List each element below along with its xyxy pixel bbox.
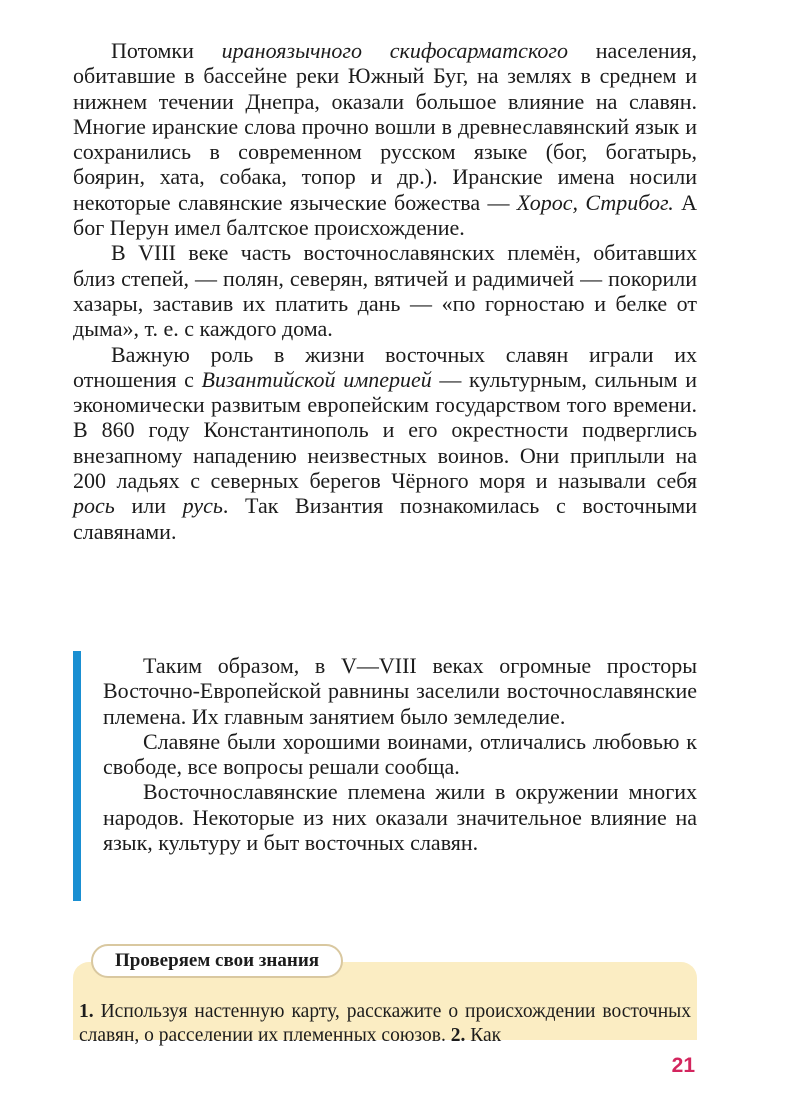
italic-term: русь — [182, 493, 223, 519]
check-knowledge-tab — [91, 944, 343, 978]
text-run: или — [114, 493, 183, 519]
main-text — [73, 38, 697, 544]
text-run: населения, обитавшие в бассейне реки Южный Буг, на землях в среднем и нижнем течении Днепра, оказали большое влияние на славян. Многие иранские слова прочно вошли в древнеславянский язык и сохранились в современном русском языке (бог, богатырь, боярин, хата, собака, топор и др.). Иранские имена носили некоторые славянские языческие божества — — [73, 38, 698, 215]
italic-term: Хорос, Стрибог. — [516, 189, 674, 215]
question-number: 1. — [79, 1001, 94, 1022]
check-knowledge-box — [73, 944, 697, 1046]
summary-paragraph: Таким образом, в V—VIII веках огромные просторы Восточно-Европейской равнины заселили восточнославянские племена. Их главным занятием было земледелие. — [103, 653, 697, 729]
summary-block — [73, 651, 697, 901]
text-run: — культурным, сильным и экономически развитым европейским государством того времени. В 860 году Константинополь и его окрестности подверглись внезапному нападению неизвестных воинов. Они приплыли на 200 ладьях с северных берегов Чёрного моря и называли себя — [73, 366, 697, 494]
text-run: . Так Византия познакомилась с восточными славянами. — [73, 493, 697, 544]
page-number: 21 — [671, 1054, 695, 1077]
summary-paragraph: Восточнославянские племена жили в окружении многих народов. Некоторые из них оказали значительное влияние на язык, культуру и быт восточных славян. — [103, 779, 697, 856]
question-text: Используя настенную карту, расскажите о происхождении восточных славян, о расселении их племенных союзов. — [79, 1001, 691, 1046]
text-run: Важную роль в жизни восточных славян играли их отношения с — [73, 341, 697, 392]
paragraph-khazar-tribute: В VIII веке часть восточнославянских племён, обитавших близ степей, — полян, северян, вятичей и радимичей — покорили хазары, заставив их платить дань — «по горностаю и белке от дыма», т. е. с каждого дома. — [73, 240, 697, 342]
summary-accent-bar — [73, 651, 81, 901]
text-run: Потомки — [111, 38, 222, 63]
check-knowledge-title: Проверяем свои знания — [115, 950, 320, 971]
question-text: Как — [465, 1025, 502, 1046]
text-run: А бог Перун имел балтское происхождение. — [73, 189, 698, 241]
summary-paragraph: Славяне были хорошими воинами, отличались любовью к свободе, все вопросы решали сообща. — [103, 728, 697, 780]
check-questions — [79, 1000, 691, 1048]
question-number: 2. — [450, 1025, 466, 1046]
paragraph-byzantium — [73, 342, 697, 544]
summary-text — [103, 653, 697, 855]
italic-term: Византийской империей — [201, 366, 432, 392]
paragraph-iranian-influence — [73, 38, 697, 240]
italic-term: ираноязычного скифосарматского — [221, 38, 568, 63]
italic-term: рось — [73, 493, 115, 519]
